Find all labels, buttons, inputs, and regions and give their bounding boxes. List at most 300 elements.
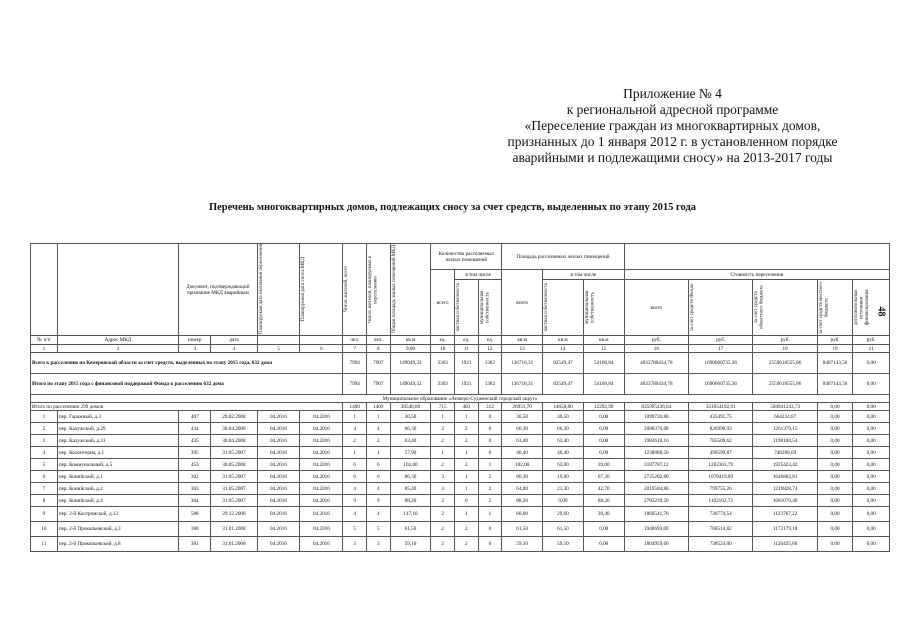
row-value: 4 [343, 483, 367, 495]
row-address: пер. Конийский, д.4 [57, 495, 178, 507]
row-value: 9 [367, 495, 391, 507]
row-value: 2 [431, 423, 455, 435]
row-value: 2 [455, 459, 479, 471]
table-body [31, 411, 890, 552]
row-value: 67,30 [583, 471, 624, 483]
row-value: 1198100,54 [753, 435, 817, 447]
row-demolition-date: 04.2016 [300, 411, 343, 423]
row-value: 0,00 [817, 423, 852, 435]
row-resettlement-end: 04.2016 [257, 522, 300, 537]
row-value: 0,00 [817, 483, 852, 495]
summary-cell: 7907 [367, 353, 391, 374]
row-value: 0,00 [853, 423, 890, 435]
row-value: 1 [455, 447, 479, 459]
summary-cell: 3303 [431, 374, 455, 395]
summary-cell: 1690660735,36 [689, 353, 753, 374]
header-residents-total: Число жителей, всего [343, 244, 367, 336]
summary-cell: 54168,84 [583, 374, 624, 395]
row-value: 2 [455, 435, 479, 447]
unit-cell [257, 336, 300, 345]
row-value: 4 [367, 507, 391, 522]
row-value: 59,10 [390, 537, 431, 552]
row-value: 63,40 [390, 435, 431, 447]
row-number: 3 [31, 435, 58, 447]
table-row [31, 459, 890, 471]
row-value: 0,00 [817, 495, 852, 507]
row-value: 3 [431, 471, 455, 483]
row-demolition-date: 04.2016 [300, 459, 343, 471]
row-value: 6 [343, 471, 367, 483]
row-value: 748288,69 [753, 447, 817, 459]
municipality-total-cell: 26951,70 [502, 403, 543, 411]
summary-cell: 7994 [343, 374, 367, 395]
header-cost-additional: дополнительные источники финансирования [853, 280, 890, 336]
summary-cell: 1690660735,36 [689, 374, 753, 395]
row-value: 2 [343, 435, 367, 447]
row-value: 59,10 [543, 537, 584, 552]
row-value: 0,00 [583, 537, 624, 552]
housing-table [30, 243, 890, 552]
row-value: 2 [455, 522, 479, 537]
header-rooms-municipal: муниципальная собственность [478, 280, 502, 336]
row-value: 9 [343, 495, 367, 507]
unit-cell: руб. [817, 336, 852, 345]
row-resettlement-end: 04.2016 [257, 471, 300, 483]
header-cost-fund: за счет средств Фонда [689, 280, 753, 336]
row-value: 61,50 [543, 522, 584, 537]
summary-cell: 136718,31 [502, 374, 543, 395]
table-row [31, 537, 890, 552]
row-value: 1078419,89 [689, 471, 753, 483]
row-value: 59,10 [502, 537, 543, 552]
row-demolition-date: 04.2016 [300, 483, 343, 495]
row-doc-date: 31.01.2008 [211, 522, 257, 537]
row-value: 86,30 [502, 471, 543, 483]
unit-cell: кв.м [390, 336, 431, 345]
row-value: 2 [455, 537, 479, 552]
row-value: 0,00 [853, 471, 890, 483]
row-value: 0,00 [817, 447, 852, 459]
appendix-heading [470, 86, 875, 166]
header-resettlement-end: Планируемая дата окончания переселения [257, 244, 300, 336]
row-resettlement-end: 04.2016 [257, 435, 300, 447]
row-value: 3 [343, 537, 367, 552]
row-doc-number: 381 [179, 537, 211, 552]
row-demolition-date: 04.2016 [300, 495, 343, 507]
row-address: пер. Калужский, д.31 [57, 435, 178, 447]
row-doc-date: 31.05.2007 [211, 471, 257, 483]
row-value: 0,00 [853, 459, 890, 471]
row-doc-date: 30.04.2008 [211, 435, 257, 447]
unit-cell: чел. [367, 336, 391, 345]
row-value: 2 [478, 483, 502, 495]
summary-cell: 2559618555,86 [753, 374, 817, 395]
row-value: 4 [367, 483, 391, 495]
row-resettlement-end: 04.2016 [257, 423, 300, 435]
summary-cell: 8407143,56 [817, 374, 852, 395]
row-value: 4 [343, 423, 367, 435]
row-value: 736774,54 [689, 507, 753, 522]
summary-cell: 82549,47 [543, 374, 584, 395]
row-value: 6 [343, 459, 367, 471]
row-value: 0,00 [583, 522, 624, 537]
row-number: 7 [31, 483, 58, 495]
header-cost-total: всего [624, 280, 688, 336]
municipality-total-cell: 12292,90 [583, 403, 624, 411]
municipality-total-cell: 14658,80 [543, 403, 584, 411]
municipality-total-cell: 715 [431, 403, 455, 411]
summary-cell: 1921 [455, 353, 479, 374]
summary-cell: 7907 [367, 374, 391, 395]
row-doc-number: 453 [179, 459, 211, 471]
row-demolition-date: 04.2016 [300, 507, 343, 522]
summary-cell: 82549,47 [543, 353, 584, 374]
municipality-total-cell: 1409 [367, 403, 391, 411]
row-value: 63,40 [502, 435, 543, 447]
summary-cell: 4033786434,78 [624, 374, 688, 395]
row-number: 6 [31, 471, 58, 483]
summary-cell: 2559618555,86 [753, 353, 817, 374]
row-value: 664234,87 [753, 411, 817, 423]
row-value: 1102162,72 [689, 495, 753, 507]
row-value: 1262363,79 [689, 459, 753, 471]
row-value: 0,00 [853, 483, 890, 495]
header-demolition: Планируемая дата сноса МКД [300, 244, 343, 336]
col-number: 14 [543, 345, 584, 353]
row-value: 1099726,80 [624, 411, 688, 423]
municipality-total-cell: 30548,80 [390, 403, 431, 411]
row-value: 1 [367, 447, 391, 459]
row-value: 63,40 [543, 435, 584, 447]
row-number: 11 [31, 537, 58, 552]
row-value: 102,00 [390, 459, 431, 471]
row-number: 1 [31, 411, 58, 423]
row-value: 64,00 [502, 483, 543, 495]
col-number: 1 [31, 345, 58, 353]
row-value: 768514,82 [689, 522, 753, 537]
header-address: Адрес МКД [57, 336, 178, 345]
row-address: пер. Гаражный, д.3 [57, 411, 178, 423]
summary-cell: 54168,84 [583, 353, 624, 374]
row-value: 30,50 [390, 411, 431, 423]
row-value: 0 [478, 435, 502, 447]
unit-cell: руб. [689, 336, 753, 345]
row-doc-date: 30.04.2008 [211, 423, 257, 435]
row-value: 61,50 [390, 522, 431, 537]
municipality-total-row [31, 403, 890, 411]
document-title: Перечень многоквартирных домов, подлежащих сносу за счет средств, выделенных по этапу 2015 года [208, 202, 697, 213]
row-value: 4 [343, 507, 367, 522]
col-number: 8 [367, 345, 391, 353]
row-doc-date: 31.01.2008 [211, 537, 257, 552]
row-doc-number: 407 [179, 411, 211, 423]
row-value: 1 [367, 411, 391, 423]
row-value: 5 [343, 522, 367, 537]
row-value: 1646862,81 [753, 471, 817, 483]
row-demolition-date: 04.2016 [300, 537, 343, 552]
header-num: № п/п [31, 336, 58, 345]
row-value: 1940693,00 [624, 522, 688, 537]
row-value: 39,00 [583, 459, 624, 471]
col-number: 10 [431, 345, 455, 353]
row-value: 1 [455, 483, 479, 495]
row-value: 4 [367, 423, 391, 435]
row-value: 147,10 [390, 507, 431, 522]
header-cost-local: за счет средств местного бюджета [817, 280, 852, 336]
row-number: 9 [31, 507, 58, 522]
row-value: 1 [455, 471, 479, 483]
row-value: 826996,93 [689, 423, 753, 435]
appendix-line: к региональной адресной программе [566, 102, 779, 117]
row-value: 0,00 [817, 537, 852, 552]
row-value: 435491,75 [689, 411, 753, 423]
summary-cell: 0,00 [853, 374, 890, 395]
table-row [31, 483, 890, 495]
summary-label: Итого по этапу 2015 года с финансовой поддержкой Фонда к расселению 632 дома [31, 374, 343, 395]
row-value: 1123767,22 [753, 507, 817, 522]
summary-cell: 7994 [343, 353, 367, 374]
col-number: 4 [211, 345, 257, 353]
summary-cell: 1921 [455, 374, 479, 395]
row-doc-date: 31.05.2007 [211, 495, 257, 507]
row-value: 88,20 [502, 495, 543, 507]
appendix-line: «Переселение граждан из многоквартирных домов, [524, 118, 821, 133]
row-value: 0,00 [817, 522, 852, 537]
row-value: 66,30 [543, 423, 584, 435]
row-value: 3187787,12 [624, 459, 688, 471]
row-value: 2 [431, 522, 455, 537]
unit-cell: кв.м [583, 336, 624, 345]
row-number: 2 [31, 423, 58, 435]
row-doc-number: 395 [179, 447, 211, 459]
row-doc-number: 304 [179, 495, 211, 507]
header-cost-top [624, 244, 889, 270]
row-resettlement-end: 04.2016 [257, 507, 300, 522]
row-value: 2 [431, 459, 455, 471]
row-value: 1681076,48 [753, 495, 817, 507]
row-address: пер. 2-й Костромской, д.13 [57, 507, 178, 522]
row-value: 63,00 [543, 459, 584, 471]
col-number: 9,00 [390, 345, 431, 353]
header-num-top [31, 244, 58, 336]
row-value: 0 [478, 537, 502, 552]
row-value: 2 [367, 435, 391, 447]
summary-cell: 149049,32 [390, 353, 431, 374]
row-doc-date: 31.05.2007 [211, 447, 257, 459]
row-demolition-date: 04.2016 [300, 435, 343, 447]
header-rooms-incl: в том числе [455, 270, 502, 280]
row-address: пер. Конийский, д.1 [57, 471, 178, 483]
unit-cell: руб. [853, 336, 890, 345]
row-value: 1 [455, 507, 479, 522]
header-total-area: Общая площадь жилых помещений МКД [390, 244, 431, 336]
table-row [31, 435, 890, 447]
appendix-line: Приложение № 4 [623, 86, 722, 101]
row-resettlement-end: 04.2016 [257, 447, 300, 459]
row-value: 1925423,42 [753, 459, 817, 471]
unit-cell [300, 336, 343, 345]
row-doc-number: 434 [179, 423, 211, 435]
row-demolition-date: 04.2016 [300, 522, 343, 537]
appendix-line: признанных до 1 января 2012 г. в установленном порядке [507, 134, 838, 149]
row-resettlement-end: 04.2016 [257, 537, 300, 552]
row-value: 66,30 [502, 423, 543, 435]
row-resettlement-end: 04.2016 [257, 483, 300, 495]
row-value: 29,60 [543, 507, 584, 522]
row-value: 61,50 [502, 522, 543, 537]
municipality-total-cell: 331054192,91 [689, 403, 753, 411]
row-doc-date: 31.05.2007 [211, 483, 257, 495]
table-row [31, 471, 890, 483]
row-value: 1261379,15 [753, 423, 817, 435]
col-number: 19 [817, 345, 852, 353]
row-value: 785509,62 [689, 435, 753, 447]
row-demolition-date: 04.2016 [300, 447, 343, 459]
row-value: 57,90 [390, 447, 431, 459]
row-value: 1983610,16 [624, 435, 688, 447]
municipality-total-cell: 835995436,64 [624, 403, 688, 411]
summary-cell: 0,00 [853, 353, 890, 374]
units-row [31, 336, 890, 345]
row-value: 0,00 [583, 435, 624, 447]
summary-row [31, 353, 890, 374]
row-value: 6 [367, 459, 391, 471]
row-value: 5 [367, 522, 391, 537]
header-document: Документ, подтверждающий признание МКД аварийным [179, 244, 257, 336]
row-resettlement-end: 04.2016 [257, 459, 300, 471]
row-demolition-date: 04.2016 [300, 423, 343, 435]
row-value: 0,00 [853, 537, 890, 552]
col-number: 18 [753, 345, 817, 353]
header-doc-number: номер [179, 336, 211, 345]
col-number: 7 [343, 345, 367, 353]
row-value: 2 [431, 507, 455, 522]
row-value: 2 [431, 435, 455, 447]
row-address: пер. 2-й Прокопьевский, д.3 [57, 522, 178, 537]
municipality-total-cell: 0,00 [853, 403, 890, 411]
appendix-line: аварийными и подлежащими сносу» на 2013-2017 годы [512, 150, 833, 165]
row-value: 2019584,80 [624, 483, 688, 495]
row-value: 0,00 [543, 495, 584, 507]
column-number-row [31, 345, 890, 353]
municipality-total-cell: 403 [455, 403, 479, 411]
municipality-total-cell: 1409 [343, 403, 367, 411]
col-number: 5 [257, 345, 300, 353]
row-value: 2783239,20 [624, 495, 688, 507]
header-area-resettled: Площадь расселяемых жилых помещений [502, 244, 624, 270]
summary-cell: 149049,32 [390, 374, 431, 395]
row-value: 88,20 [390, 495, 431, 507]
municipality-total-cell: 312 [478, 403, 502, 411]
municipality-row [31, 395, 890, 403]
row-value: 0,00 [583, 411, 624, 423]
unit-cell: ед. [455, 336, 479, 345]
row-doc-number: 435 [179, 435, 211, 447]
summary-cell: 3303 [431, 353, 455, 374]
summary-cell: 136718,31 [502, 353, 543, 374]
row-doc-date: 29.02.2008 [211, 411, 257, 423]
header-cost: Стоимость переселения [624, 270, 889, 280]
row-value: 6 [367, 471, 391, 483]
summary-row [31, 374, 890, 395]
row-number: 8 [31, 495, 58, 507]
row-value: 2 [478, 471, 502, 483]
row-value: 30,50 [502, 411, 543, 423]
municipality-total-label: Итого по расселению 299 домов [31, 403, 343, 411]
row-value: 0,00 [853, 495, 890, 507]
col-number: 2 [57, 345, 178, 353]
header-row [31, 244, 890, 270]
row-value: 1864959,60 [624, 537, 688, 552]
row-value: 102,00 [502, 459, 543, 471]
row-value: 1 [343, 447, 367, 459]
row-value: 2 [431, 495, 455, 507]
summary-cell: 4033786434,78 [624, 353, 688, 374]
row-address: пер. Коммунальный, д.5 [57, 459, 178, 471]
row-value: 2088376,08 [624, 423, 688, 435]
row-resettlement-end: 04.2016 [257, 411, 300, 423]
page-number: 48 [875, 306, 887, 317]
row-value: 88,20 [583, 495, 624, 507]
col-number: 3 [179, 345, 211, 353]
row-doc-number: 588 [179, 507, 211, 522]
row-address: пер. 2-й Прокопьевский, д.8 [57, 537, 178, 552]
row-value: 1172179,18 [753, 522, 817, 537]
summary-label: Всего к расселению по Кемеровской области за счет средств, выделенных по этапу 2015 года, 632 дома [31, 353, 343, 374]
row-value: 1860541,76 [624, 507, 688, 522]
row-doc-number: 380 [179, 522, 211, 537]
row-value: 86,30 [390, 471, 431, 483]
row-value: 3 [367, 537, 391, 552]
row-value: 40,40 [502, 447, 543, 459]
row-value: 30,50 [543, 411, 584, 423]
row-value: 1 [478, 459, 502, 471]
col-number: 16 [624, 345, 688, 353]
unit-cell: ед. [478, 336, 502, 345]
row-value: 1219828,74 [753, 483, 817, 495]
row-value: 3 [431, 483, 455, 495]
table-row [31, 507, 890, 522]
col-number: 12 [478, 345, 502, 353]
row-number: 4 [31, 447, 58, 459]
header-doc-date: дата [211, 336, 257, 345]
col-number: 11 [455, 345, 479, 353]
row-value: 0,00 [853, 507, 890, 522]
row-value: 0,00 [853, 447, 890, 459]
row-value: 0,00 [817, 411, 852, 423]
municipality-name: Муниципальное образование «Анжеро-Судженский городской округ» [31, 395, 890, 403]
col-number: 6 [300, 345, 343, 353]
summary-cell: 8407143,56 [817, 353, 852, 374]
row-address: пер. Калужский, д.29 [57, 423, 178, 435]
row-value: 0,00 [817, 459, 852, 471]
header-rooms-total: всего [431, 270, 455, 336]
row-value: 60,00 [502, 507, 543, 522]
row-value: 0 [478, 411, 502, 423]
row-value: 42,70 [583, 483, 624, 495]
unit-cell: чел. [343, 336, 367, 345]
table-row [31, 522, 890, 537]
row-value: 1 [431, 447, 455, 459]
row-doc-date: 29.12.2008 [211, 507, 257, 522]
row-value: 0,00 [817, 435, 852, 447]
row-address: пер. Колонтерна, д.1 [57, 447, 178, 459]
row-value: 0,00 [853, 411, 890, 423]
row-value: 1126435,60 [753, 537, 817, 552]
row-value: 0 [478, 423, 502, 435]
table-row [31, 495, 890, 507]
header-rooms-count: Количество расселяемых жилых помещений [431, 244, 502, 270]
